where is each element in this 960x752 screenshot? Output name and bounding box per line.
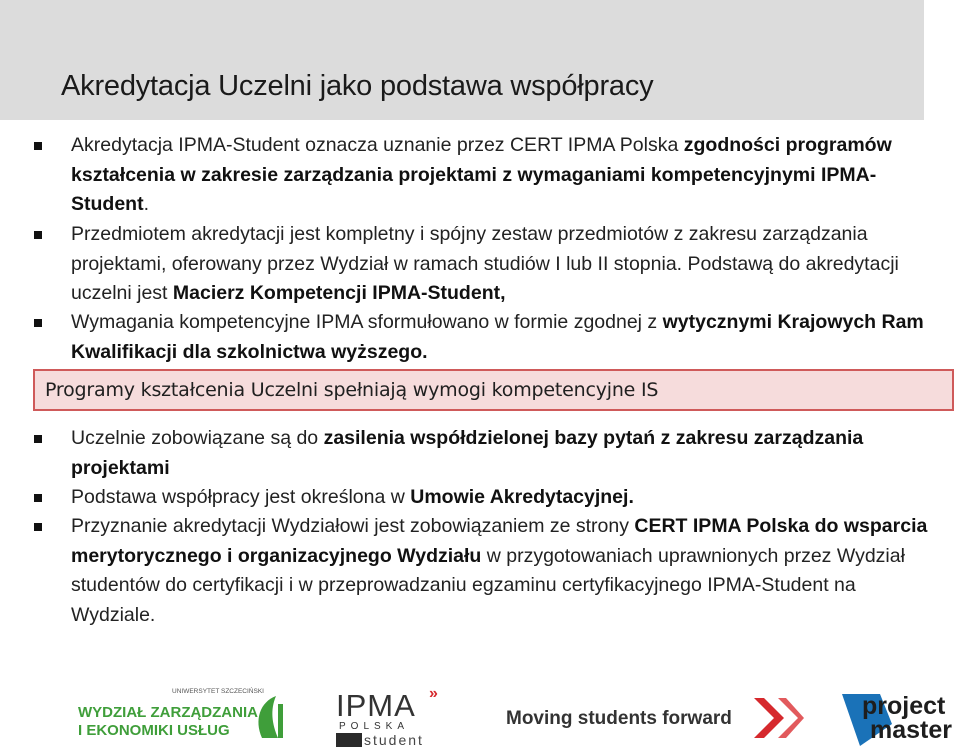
ipma-student-logo [336, 684, 446, 748]
highlight-text: Programy kształcenia Uczelni spełniają wymogi kompetencyjne IS [45, 379, 659, 401]
bullet-text: . [143, 193, 149, 215]
bullet-bold-text: CERT IPMA Polska do wsparcia merytorycznego i organizacyjnego Wydziału [71, 515, 928, 567]
project-master-logo [840, 684, 956, 748]
wzieu-line2: I EKONOMIKI USŁUG [78, 722, 230, 739]
pm-line2: master [870, 716, 952, 744]
bullet-marker-icon [34, 523, 42, 531]
bullet-bold-text: zasilenia współdzielonej bazy pytań z zakresu zarządzania projektami [71, 427, 864, 479]
bullet-text: Przedmiotem akredytacji jest kompletny i spójny zestaw przedmiotów z zakresu zarządzania projektami, oferowany przez Wydział w ramach studiów I lub II stopnia. Podstawą do akredytacji uczelni jest [71, 223, 899, 304]
bullet-text: Wymagania kompetencyjne IPMA sformułowano w formie zgodnej z [71, 311, 663, 333]
bullet-marker-icon [34, 435, 42, 443]
bullet-text: Akredytacja IPMA-Student oznacza uznanie przez CERT IPMA Polska [71, 134, 684, 156]
ipma-student-label: student [364, 732, 424, 748]
bullet-item [71, 220, 931, 309]
footer-logos [0, 680, 960, 752]
bullet-text: Uczelnie zobowiązane są do [71, 427, 324, 449]
wzieu-bar-icon [278, 704, 283, 738]
highlight-box [33, 369, 954, 411]
msf-text: Moving students forward [506, 708, 732, 729]
bullet-text: Podstawa współpracy jest określona w [71, 486, 411, 508]
bullet-text: w przygotowaniach uprawnionych przez Wydział studentów do certyfikacji i w przeprowadzaniu egzaminu certyfikacyjnego IPMA-Student na Wydziale. [71, 544, 905, 626]
wzieu-leaf-icon [258, 696, 278, 738]
pm-line1: project [862, 692, 946, 720]
wzieu-logo [78, 682, 298, 746]
ipma-chevron-icon: » [429, 685, 438, 702]
bullet-item [71, 308, 931, 367]
bullet-bold-text: zgodności programów kształcenia w zakresie zarządzania projektami z wymaganiami kompetencyjnymi IPMA-Student [71, 134, 892, 215]
bullet-marker-icon [34, 494, 42, 502]
moving-students-forward-logo [506, 692, 806, 742]
bullet-bold-text: wytycznymi Krajowych Ram Kwalifikacji dla szkolnictwa wyższego. [71, 311, 924, 363]
bullet-item [71, 131, 931, 220]
bullet-text: Przyznanie akredytacji Wydziałowi jest zobowiązaniem ze strony [71, 515, 635, 537]
bullet-item [71, 483, 931, 513]
ipma-dark-block [336, 733, 362, 747]
bullet-item [71, 512, 931, 630]
bullet-item [71, 424, 931, 483]
wzieu-university-label: UNIWERSYTET SZCZECIŃSKI [172, 688, 264, 695]
bullet-bold-text: Umowie Akredytacyjnej. [410, 486, 634, 508]
bullet-marker-icon [34, 319, 42, 327]
msf-chevron-icon [754, 698, 784, 738]
wzieu-line1: WYDZIAŁ ZARZĄDZANIA [78, 704, 258, 721]
slide-title: Akredytacja Uczelni jako podstawa współpracy [61, 70, 654, 102]
ipma-name: IPMA [336, 688, 416, 723]
bullet-marker-icon [34, 142, 42, 150]
bullet-bold-text: Macierz Kompetencji IPMA-Student, [172, 282, 506, 304]
ipma-country: POLSKA [339, 721, 410, 732]
bullet-marker-icon [34, 231, 42, 239]
